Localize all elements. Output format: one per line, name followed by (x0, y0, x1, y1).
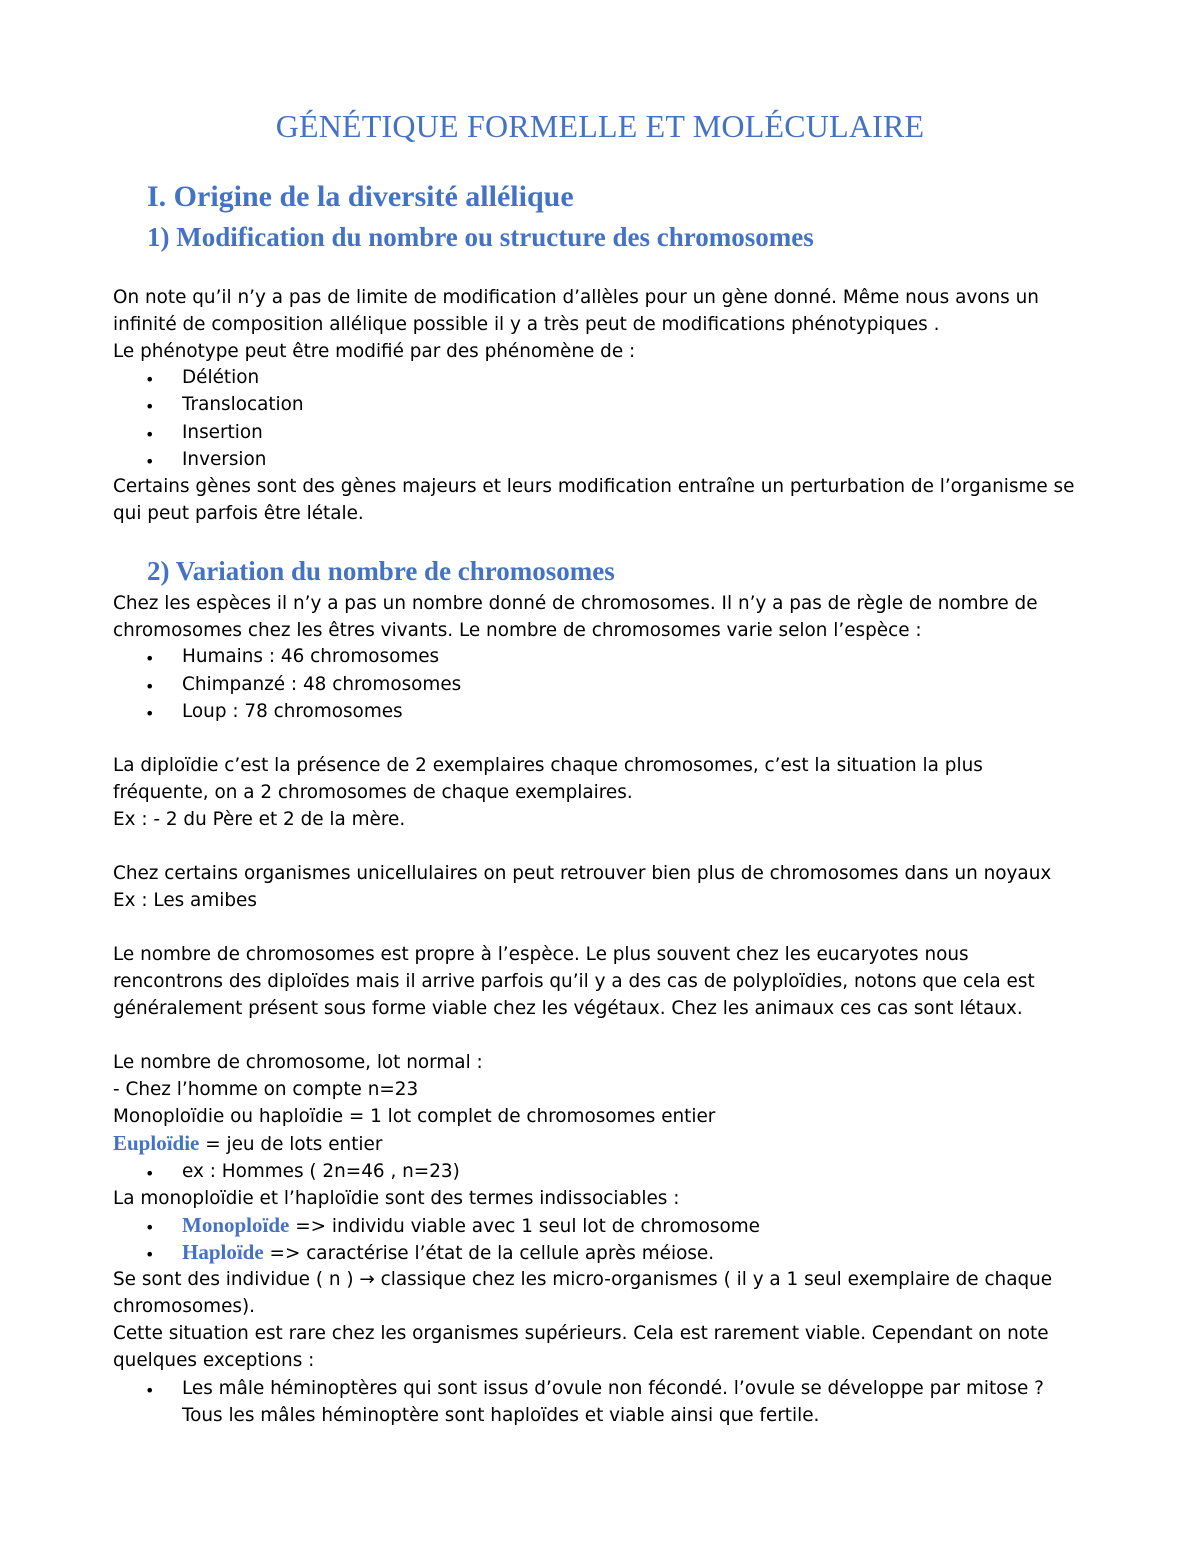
definition-line (113, 1130, 1093, 1158)
paragraph-line: La diploïdie c’est la présence de 2 exemplaires chaque chromosomes, c’est la situation la plus (113, 755, 983, 776)
paragraph-line: infinité de composition allélique possible il y a très peut de modifications phénotypiques . (113, 314, 940, 335)
paragraph-line: Le nombre de chromosome, lot normal : (113, 1052, 483, 1073)
list-item: Chimpanzé : 48 chromosomes (182, 674, 462, 695)
bullet-icon: • (145, 704, 155, 723)
paragraph-line: Le nombre de chromosomes est propre à l’espèce. Le plus souvent chez les eucaryotes nous (113, 944, 969, 965)
paragraph-line: La monoploïdie et l’haploïdie sont des termes indissociables : (113, 1188, 680, 1209)
bullet-icon: • (145, 677, 155, 696)
paragraph-line: On note qu’il n’y a pas de limite de modification d’allèles pour un gène donné. Même nous avons un (113, 287, 1039, 308)
list-item-continuation: Tous les mâles héminoptère sont haploïdes et viable ainsi que fertile. (182, 1405, 820, 1426)
subsection-heading-2: 2) Variation du nombre de chromosomes (147, 556, 615, 586)
list-item: Les mâle héminoptères qui sont issus d’ovule non fécondé. l’ovule se développe par mitose ? (182, 1378, 1044, 1399)
paragraph-line: Cette situation est rare chez les organismes supérieurs. Cela est rarement viable. Cependant on note (113, 1323, 1049, 1344)
bullet-icon: • (145, 1218, 155, 1237)
definition-text: => caractérise l’état de la cellule après méiose. (263, 1243, 715, 1264)
section-heading-1: I. Origine de la diversité allélique (147, 180, 574, 213)
paragraph-line: chromosomes). (113, 1296, 256, 1317)
paragraph-line: Le phénotype peut être modifié par des phénomène de : (113, 341, 636, 362)
list-item: Loup : 78 chromosomes (182, 701, 403, 722)
paragraph-line: généralement présent sous forme viable chez les végétaux. Chez les animaux ces cas sont létaux. (113, 998, 1023, 1019)
list-item: ex : Hommes ( 2n=46 , n=23) (182, 1161, 460, 1182)
subsection-heading-1: 1) Modification du nombre ou structure des chromosomes (147, 222, 814, 252)
bullet-icon: • (145, 370, 155, 389)
document-title: GÉNÉTIQUE FORMELLE ET MOLÉCULAIRE (275, 108, 925, 144)
bullet-icon: • (145, 452, 155, 471)
list-item (182, 1239, 714, 1267)
paragraph-line: chromosomes chez les êtres vivants. Le nombre de chromosomes varie selon l’espèce : (113, 620, 922, 641)
paragraph-line: rencontrons des diploïdes mais il arrive parfois qu’il y a des cas de polyploïdies, notons que cela est (113, 971, 1035, 992)
paragraph-line: Ex : Les amibes (113, 890, 257, 911)
paragraph-line: quelques exceptions : (113, 1350, 315, 1371)
term-monoploide: Monoploïde (182, 1213, 290, 1237)
paragraph-line: qui peut parfois être létale. (113, 503, 364, 524)
list-item: Translocation (182, 394, 304, 415)
paragraph-line: fréquente, on a 2 chromosomes de chaque exemplaires. (113, 782, 633, 803)
list-item (182, 1212, 760, 1240)
bullet-icon: • (145, 1164, 155, 1183)
paragraph-line: Chez certains organismes unicellulaires on peut retrouver bien plus de chromosomes dans un noyaux (113, 863, 1052, 884)
bullet-icon: • (145, 397, 155, 416)
bullet-icon: • (145, 649, 155, 668)
bullet-icon: • (145, 425, 155, 444)
bullet-icon: • (145, 1245, 155, 1264)
paragraph-line: Ex : - 2 du Père et 2 de la mère. (113, 809, 406, 830)
paragraph-line: Chez les espèces il n’y a pas un nombre donné de chromosomes. Il n’y a pas de règle de nombre de (113, 593, 1038, 614)
paragraph-line: - Chez l’homme on compte n=23 (113, 1079, 419, 1100)
list-item: Insertion (182, 422, 263, 443)
list-item: Humains : 46 chromosomes (182, 646, 440, 667)
definition-text: => individu viable avec 1 seul lot de chromosome (289, 1216, 760, 1237)
term-haploide: Haploïde (182, 1240, 264, 1264)
paragraph-line: Certains gènes sont des gènes majeurs et leurs modification entraîne un perturbation de l’organisme se (113, 476, 1075, 497)
list-item: Délétion (182, 367, 260, 388)
bullet-icon: • (145, 1381, 155, 1400)
paragraph-line: Se sont des individue ( n ) → classique chez les micro-organismes ( il y a 1 seul exemplaire de chaque (113, 1269, 1053, 1290)
paragraph-line: Monoploïdie ou haploïdie = 1 lot complet de chromosomes entier (113, 1106, 716, 1127)
term-euploidie: Euploïdie (113, 1131, 200, 1155)
definition-text: = jeu de lots entier (199, 1134, 383, 1155)
list-item: Inversion (182, 449, 267, 470)
